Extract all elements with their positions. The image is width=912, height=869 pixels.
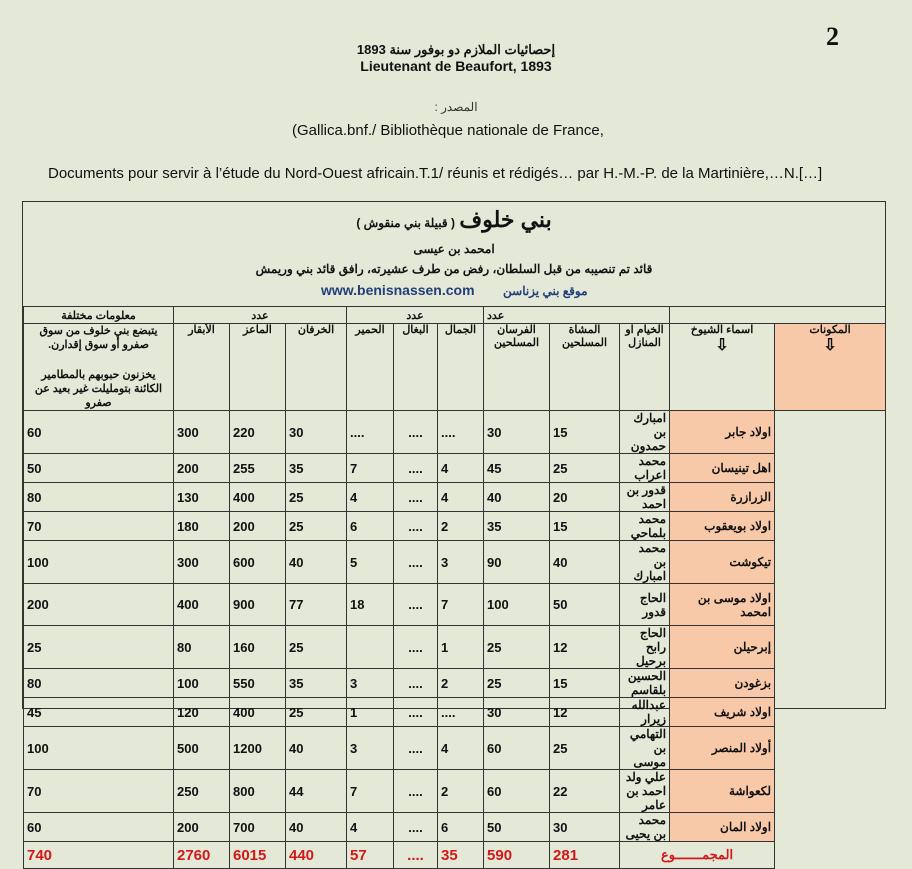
cell-sheikh: عبدالله زيرار bbox=[620, 698, 670, 727]
cell-camels: .... bbox=[394, 813, 438, 842]
people-count-header: عدد bbox=[484, 307, 670, 324]
caid-name: امحمد بن عيسى bbox=[413, 242, 495, 256]
cell-infantry: 25 bbox=[484, 669, 550, 698]
table-row bbox=[24, 669, 886, 698]
cell-cattle: 100 bbox=[24, 727, 174, 770]
col-header-components bbox=[775, 324, 886, 411]
cell-tents: 22 bbox=[550, 770, 620, 813]
heading-french: Lieutenant de Beaufort, 1893 bbox=[360, 58, 552, 74]
total-sheep: 6015 bbox=[230, 842, 286, 869]
misc-info-header: معلومات مختلفة bbox=[24, 307, 174, 324]
components-header-label: المكونات bbox=[809, 324, 851, 336]
cell-camels: .... bbox=[394, 698, 438, 727]
cell-infantry: 90 bbox=[484, 541, 550, 584]
cell-horsemen: 3 bbox=[438, 541, 484, 584]
cell-donkeys: 25 bbox=[286, 698, 347, 727]
cell-camels: .... bbox=[394, 770, 438, 813]
source-line-1: (Gallica.bnf./ Bibliothèque nationale de France, bbox=[292, 122, 604, 139]
website-link[interactable]: www.benisnassen.com bbox=[321, 282, 475, 298]
cell-goats: 180 bbox=[174, 512, 230, 541]
cell-donkeys: 44 bbox=[286, 770, 347, 813]
cell-donkeys: 25 bbox=[286, 512, 347, 541]
cell-cattle: 60 bbox=[24, 411, 174, 454]
page-number: 2 bbox=[826, 22, 839, 51]
cell-component: بزغودن bbox=[670, 669, 775, 698]
cell-sheep: 700 bbox=[230, 813, 286, 842]
cell-donkeys: 77 bbox=[286, 584, 347, 626]
table-row bbox=[24, 454, 886, 483]
cell-horsemen: 1 bbox=[438, 626, 484, 669]
total-horsemen: 35 bbox=[438, 842, 484, 869]
cell-donkeys: 35 bbox=[286, 669, 347, 698]
column-header-row bbox=[24, 324, 886, 411]
cell-tents: 15 bbox=[550, 411, 620, 454]
cell-donkeys: 40 bbox=[286, 541, 347, 584]
cell-tents: 12 bbox=[550, 698, 620, 727]
cell-cattle: 25 bbox=[24, 626, 174, 669]
col-header-sheep: الخرفان bbox=[286, 324, 347, 411]
sheikhs-header-label: اسماء الشيوخ bbox=[690, 324, 754, 336]
col-header-donkeys: الحمير bbox=[347, 324, 394, 411]
cell-donkeys: 25 bbox=[286, 626, 347, 669]
col-header-sheikhs bbox=[670, 324, 775, 411]
cell-infantry: 35 bbox=[484, 512, 550, 541]
cell-camels: .... bbox=[394, 541, 438, 584]
cell-donkeys: 25 bbox=[286, 483, 347, 512]
col-header-mules: البغال bbox=[394, 324, 438, 411]
census-table-frame bbox=[22, 201, 886, 864]
cell-cattle: 80 bbox=[24, 669, 174, 698]
cell-component: الزرازرة bbox=[670, 483, 775, 512]
total-mules: 57 bbox=[347, 842, 394, 869]
cell-infantry: 30 bbox=[484, 698, 550, 727]
cell-sheikh: محمد بن يحيى bbox=[620, 813, 670, 842]
cell-camels: .... bbox=[394, 411, 438, 454]
cell-component: اولاد بويعقوب bbox=[670, 512, 775, 541]
cell-horsemen: .... bbox=[438, 698, 484, 727]
cell-sheikh: الحسين بلقاسم bbox=[620, 669, 670, 698]
cell-component: تيكوشت bbox=[670, 541, 775, 584]
cell-horsemen: 4 bbox=[438, 454, 484, 483]
table-row bbox=[24, 541, 886, 584]
total-label: المجمـــــــوع bbox=[620, 842, 775, 869]
cell-goats: 400 bbox=[174, 584, 230, 626]
cell-tents: 40 bbox=[550, 541, 620, 584]
cell-sheep: 1200 bbox=[230, 727, 286, 770]
cell-sheep: 400 bbox=[230, 698, 286, 727]
cell-sheep: 900 bbox=[230, 584, 286, 626]
cell-component: اولاد شريف bbox=[670, 698, 775, 727]
cell-sheep: 255 bbox=[230, 454, 286, 483]
cell-camels: .... bbox=[394, 584, 438, 626]
cell-component: اولاد جابر bbox=[670, 411, 775, 454]
cell-sheep: 550 bbox=[230, 669, 286, 698]
table-row bbox=[24, 770, 886, 813]
cell-cattle: 50 bbox=[24, 454, 174, 483]
cell-sheikh: محمد اعراب bbox=[620, 454, 670, 483]
cell-mules: 5 bbox=[347, 541, 394, 584]
total-donkeys: 440 bbox=[286, 842, 347, 869]
table-row bbox=[24, 483, 886, 512]
blank-header bbox=[670, 307, 886, 324]
cell-sheep: 800 bbox=[230, 770, 286, 813]
cell-goats: 200 bbox=[174, 813, 230, 842]
cell-infantry: 50 bbox=[484, 813, 550, 842]
total-camels: .... bbox=[394, 842, 438, 869]
cell-mules: 3 bbox=[347, 669, 394, 698]
totals-row bbox=[24, 842, 886, 869]
cell-goats: 300 bbox=[174, 541, 230, 584]
cell-horsemen: 2 bbox=[438, 512, 484, 541]
cell-goats: 250 bbox=[174, 770, 230, 813]
cell-goats: 80 bbox=[174, 626, 230, 669]
cell-sheikh: الحاج رابح برحيل bbox=[620, 626, 670, 669]
cell-sheep: 600 bbox=[230, 541, 286, 584]
cell-sheikh: الحاج قدور bbox=[620, 584, 670, 626]
cell-tents: 15 bbox=[550, 669, 620, 698]
cell-sheep: 160 bbox=[230, 626, 286, 669]
col-header-goats: الماعز bbox=[230, 324, 286, 411]
cell-sheikh: محمد بن امبارك bbox=[620, 541, 670, 584]
table-row bbox=[24, 727, 886, 770]
col-header-infantry: المشاة المسلحين bbox=[550, 324, 620, 411]
mounts-count-header: عدد bbox=[347, 307, 484, 324]
cell-component: اولاد موسى بن امحمد bbox=[670, 584, 775, 626]
col-header-cattle: الأبقار bbox=[174, 324, 230, 411]
cell-goats: 100 bbox=[174, 669, 230, 698]
cell-cattle: 200 bbox=[24, 584, 174, 626]
cell-goats: 300 bbox=[174, 411, 230, 454]
cell-sheikh: امبارك بن حمدون bbox=[620, 411, 670, 454]
table-row bbox=[24, 584, 886, 626]
website-label-arabic: موقع بني يزناسن bbox=[503, 284, 588, 298]
cell-tents: 20 bbox=[550, 483, 620, 512]
cell-cattle: 70 bbox=[24, 770, 174, 813]
cell-tents: 15 bbox=[550, 512, 620, 541]
cell-mules: 4 bbox=[347, 483, 394, 512]
total-cattle: 740 bbox=[24, 842, 174, 869]
cell-infantry: 25 bbox=[484, 626, 550, 669]
cell-mules: 3 bbox=[347, 727, 394, 770]
cell-infantry: 60 bbox=[484, 727, 550, 770]
cell-infantry: 40 bbox=[484, 483, 550, 512]
census-table bbox=[23, 306, 886, 869]
cell-sheikh: التهامي بن موسى bbox=[620, 727, 670, 770]
source-label: المصدر : bbox=[434, 100, 478, 114]
cell-tents: 30 bbox=[550, 813, 620, 842]
cell-donkeys: 35 bbox=[286, 454, 347, 483]
cell-cattle: 80 bbox=[24, 483, 174, 512]
table-row bbox=[24, 411, 886, 454]
cell-horsemen: 7 bbox=[438, 584, 484, 626]
cell-camels: .... bbox=[394, 727, 438, 770]
total-tents: 281 bbox=[550, 842, 620, 869]
cell-tents: 25 bbox=[550, 454, 620, 483]
cell-mules: 6 bbox=[347, 512, 394, 541]
cell-goats: 120 bbox=[174, 698, 230, 727]
tribe-subtitle: ( قبيلة بني منقوش ) bbox=[356, 216, 455, 230]
cell-component: أولاد المنصر bbox=[670, 727, 775, 770]
notes-cell bbox=[24, 324, 174, 411]
cell-infantry: 60 bbox=[484, 770, 550, 813]
table-row bbox=[24, 626, 886, 669]
cell-sheep: 400 bbox=[230, 483, 286, 512]
cell-mules: 1 bbox=[347, 698, 394, 727]
arrow-down-icon: ⇩ bbox=[823, 337, 837, 354]
note-market: يتبضع بني خلوف من سوق صفرو أو سوق إقدارن. bbox=[39, 325, 158, 351]
cell-tents: 50 bbox=[550, 584, 620, 626]
cell-mules: 7 bbox=[347, 454, 394, 483]
col-header-horsemen: الفرسان المسلحين bbox=[484, 324, 550, 411]
note-storage: يخزنون حبوبهم بالمطامير الكائنة بتومليلت غير بعيد عن صفرو bbox=[34, 369, 163, 409]
cell-horsemen: .... bbox=[438, 411, 484, 454]
cell-component: لكعواشة bbox=[670, 770, 775, 813]
total-goats: 2760 bbox=[174, 842, 230, 869]
cell-horsemen: 2 bbox=[438, 669, 484, 698]
cell-donkeys: 40 bbox=[286, 727, 347, 770]
cell-horsemen: 6 bbox=[438, 813, 484, 842]
cell-cattle: 45 bbox=[24, 698, 174, 727]
cell-component: اولاد المان bbox=[670, 813, 775, 842]
caid-description: قائد تم تنصيبه من قبل السلطان، رفض من طرف عشيرته، رافق قائد بني وريمش bbox=[255, 262, 653, 276]
cell-infantry: 100 bbox=[484, 584, 550, 626]
cell-mules: .... bbox=[347, 411, 394, 454]
cell-camels: .... bbox=[394, 626, 438, 669]
cell-mules bbox=[347, 626, 394, 669]
cell-cattle: 100 bbox=[24, 541, 174, 584]
tribe-name: بني خلوف bbox=[459, 207, 552, 232]
cell-camels: .... bbox=[394, 483, 438, 512]
source-line-2: Documents pour servir à l’étude du Nord-Ouest africain.T.1/ réunis et rédigés… par H.-M.-P. de la Martinière,…N.[…] bbox=[48, 165, 823, 182]
cell-camels: .... bbox=[394, 512, 438, 541]
cell-infantry: 45 bbox=[484, 454, 550, 483]
cell-horsemen: 2 bbox=[438, 770, 484, 813]
col-header-camels: الجمال bbox=[438, 324, 484, 411]
cell-infantry: 30 bbox=[484, 411, 550, 454]
table-row bbox=[24, 512, 886, 541]
cell-horsemen: 4 bbox=[438, 727, 484, 770]
cell-sheikh: قدور بن احمد bbox=[620, 483, 670, 512]
cell-sheikh: علي ولد احمد بن عامر bbox=[620, 770, 670, 813]
cell-mules: 18 bbox=[347, 584, 394, 626]
cell-cattle: 70 bbox=[24, 512, 174, 541]
cell-goats: 500 bbox=[174, 727, 230, 770]
cell-sheep: 200 bbox=[230, 512, 286, 541]
cell-cattle: 60 bbox=[24, 813, 174, 842]
cell-sheep: 220 bbox=[230, 411, 286, 454]
cell-mules: 4 bbox=[347, 813, 394, 842]
cell-goats: 130 bbox=[174, 483, 230, 512]
table-row bbox=[24, 813, 886, 842]
cell-tents: 12 bbox=[550, 626, 620, 669]
cell-goats: 200 bbox=[174, 454, 230, 483]
table-row bbox=[24, 698, 886, 727]
cell-camels: .... bbox=[394, 454, 438, 483]
cell-mules: 7 bbox=[347, 770, 394, 813]
arrow-down-icon: ⇩ bbox=[715, 337, 729, 354]
col-header-tents: الخيام او المنازل bbox=[620, 324, 670, 411]
cell-component: إبرحيلن bbox=[670, 626, 775, 669]
cell-sheikh: محمد بلماحي bbox=[620, 512, 670, 541]
heading-arabic: إحصائيات الملازم دو بوفور سنة 1893 bbox=[356, 42, 556, 57]
livestock-count-header: عدد bbox=[174, 307, 347, 324]
cell-horsemen: 4 bbox=[438, 483, 484, 512]
cell-donkeys: 30 bbox=[286, 411, 347, 454]
cell-camels: .... bbox=[394, 669, 438, 698]
group-header-row bbox=[24, 307, 886, 324]
cell-tents: 25 bbox=[550, 727, 620, 770]
cell-component: اهل تينيسان bbox=[670, 454, 775, 483]
table-title bbox=[23, 207, 885, 233]
cell-donkeys: 40 bbox=[286, 813, 347, 842]
total-infantry: 590 bbox=[484, 842, 550, 869]
